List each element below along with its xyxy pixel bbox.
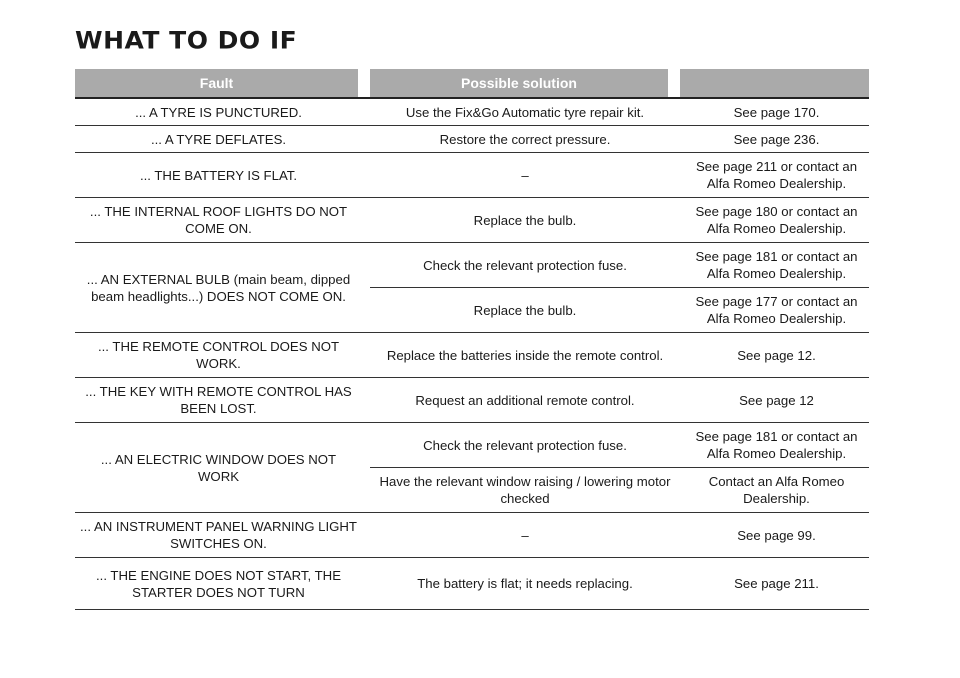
fault-cell: ... THE REMOTE CONTROL DOES NOT WORK. [75, 333, 370, 378]
reference-cell: See page 99. [680, 513, 869, 558]
reference-cell: See page 177 or contact an Alfa Romeo Dealership. [680, 288, 869, 333]
reference-cell: See page 236. [680, 126, 869, 153]
fault-cell: ... AN EXTERNAL BULB (main beam, dipped beam headlights...) DOES NOT COME ON. [75, 243, 370, 333]
reference-cell: See page 170. [680, 98, 869, 126]
header-fault [75, 69, 370, 98]
reference-cell: See page 181 or contact an Alfa Romeo Dealership. [680, 423, 869, 468]
solution-cell: Replace the batteries inside the remote control. [370, 333, 680, 378]
fault-cell: ... THE INTERNAL ROOF LIGHTS DO NOT COME ON. [75, 198, 370, 243]
table-header-row [75, 69, 869, 98]
reference-cell: See page 180 or contact an Alfa Romeo Dealership. [680, 198, 869, 243]
fault-cell: ... A TYRE IS PUNCTURED. [75, 98, 370, 126]
solution-cell: Have the relevant window raising / lowering motor checked [370, 468, 680, 513]
fault-cell: ... AN INSTRUMENT PANEL WARNING LIGHT SWITCHES ON. [75, 513, 370, 558]
reference-cell: See page 12. [680, 333, 869, 378]
table-row [75, 558, 869, 610]
table-row [75, 423, 869, 468]
solution-cell: Check the relevant protection fuse. [370, 423, 680, 468]
table-row [75, 333, 869, 378]
page-title: WHAT TO DO IF [75, 26, 298, 55]
solution-cell: – [370, 513, 680, 558]
solution-cell: Replace the bulb. [370, 198, 680, 243]
fault-cell: ... A TYRE DEFLATES. [75, 126, 370, 153]
reference-cell: See page 181 or contact an Alfa Romeo Dealership. [680, 243, 869, 288]
solution-cell: – [370, 153, 680, 198]
table-row [75, 198, 869, 243]
header-solution-label: Possible solution [461, 75, 577, 91]
reference-cell: See page 211. [680, 558, 869, 610]
reference-cell: Contact an Alfa Romeo Dealership. [680, 468, 869, 513]
fault-cell: ... THE KEY WITH REMOTE CONTROL HAS BEEN LOST. [75, 378, 370, 423]
solution-cell: Request an additional remote control. [370, 378, 680, 423]
solution-cell: Use the Fix&Go Automatic tyre repair kit. [370, 98, 680, 126]
fault-cell: ... AN ELECTRIC WINDOW DOES NOT WORK [75, 423, 370, 513]
solution-cell: The battery is flat; it needs replacing. [370, 558, 680, 610]
solution-cell: Replace the bulb. [370, 288, 680, 333]
fault-table [75, 69, 869, 610]
header-solution [370, 69, 680, 98]
header-reference [680, 69, 869, 98]
fault-cell: ... THE BATTERY IS FLAT. [75, 153, 370, 198]
solution-cell: Restore the correct pressure. [370, 126, 680, 153]
table-row [75, 153, 869, 198]
reference-cell: See page 211 or contact an Alfa Romeo Dealership. [680, 153, 869, 198]
table-row [75, 98, 869, 126]
solution-cell: Check the relevant protection fuse. [370, 243, 680, 288]
fault-cell: ... THE ENGINE DOES NOT START, THE STARTER DOES NOT TURN [75, 558, 370, 610]
reference-cell: See page 12 [680, 378, 869, 423]
table-row [75, 378, 869, 423]
table-row [75, 243, 869, 288]
table-row [75, 126, 869, 153]
table-row [75, 513, 869, 558]
header-fault-label: Fault [199, 75, 234, 91]
